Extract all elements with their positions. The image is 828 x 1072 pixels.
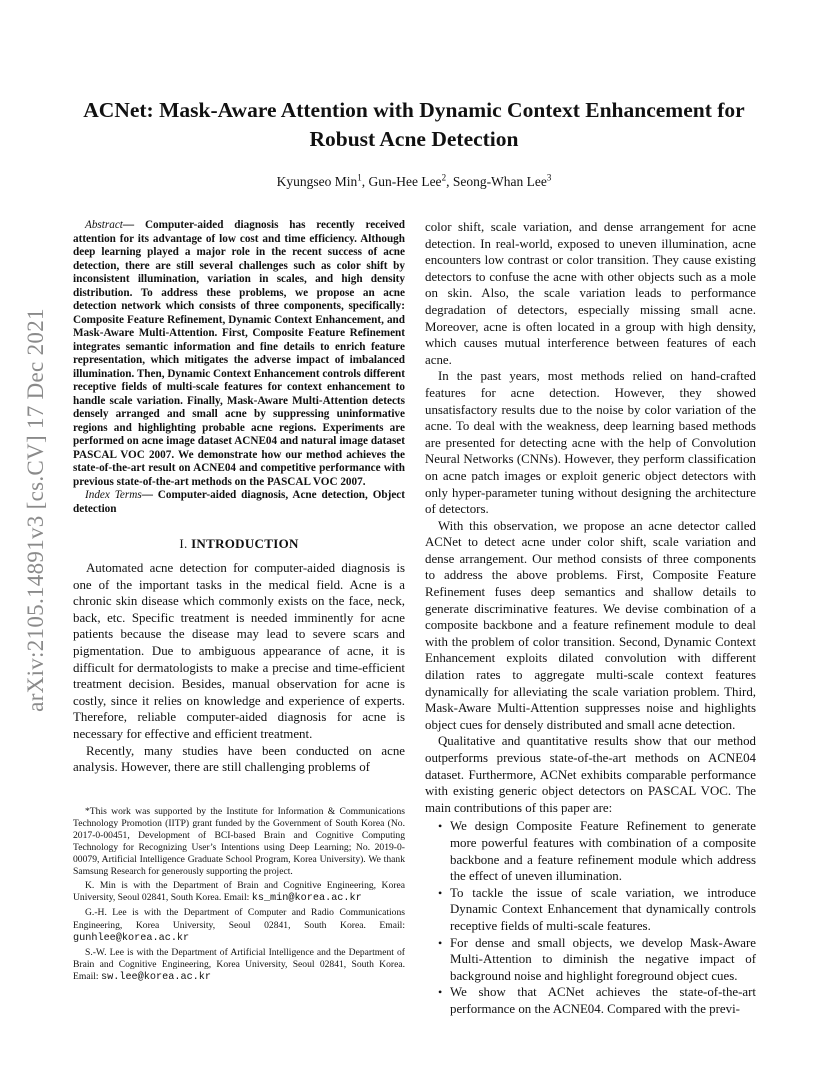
body-paragraph: Qualitative and quantitative results show that our method outperforms previous state-of-the-art methods on ACNE04 dataset. Furthermore, ACNet exhibits comparable performance with existing generic object detectors on PASCAL VOC. The main contributions of this paper are: xyxy=(425,734,756,815)
author-list xyxy=(60,172,768,190)
footnote-author: K. Min is with the Department of Brain and Cognitive Engineering, Korea University, Seoul 02841, South Korea. Email: ks_min@korea.ac.kr xyxy=(73,880,405,905)
author-email: ks_min@korea.ac.kr xyxy=(251,893,362,905)
index-terms-text: — Computer-aided diagnosis, Acne detection, Object detection xyxy=(73,489,405,515)
author-email: gunhlee@korea.ac.kr xyxy=(73,932,190,944)
bullet-icon: • xyxy=(438,819,443,834)
list-item: • We show that ACNet achieves the state-of-the-art performance on the ACNE04. Compared with the previ- xyxy=(438,985,756,1016)
section-heading xyxy=(73,536,405,552)
list-item: • We design Composite Feature Refinement to generate more powerful features with combination of a composite backbone and a feature refinement module which address the effect of uneven illumination. xyxy=(438,819,756,884)
abstract-text: — Computer-aided diagnosis has recently received attention for its advantage of low cost and time efficiency. Although deep learning played a major role in the recent success of acne detection, there are still several challenges such as color shift by inconsistent illumination, variation in scales, and high density distribution. To address these problems, we propose an acne detection network which consists of three components, specifically: Composite Feature Refinement, Dynamic Context Enhancement, and Mask-Aware Multi-Attention. First, Composite Feature Refinement integrates semantic information and fine details to enrich feature representation, which mitigates the adverse impact of imbalanced illumination. Then, Dynamic Context Enhancement controls different receptive fields of multi-scale features for context enhancement to handle scale variation. Finally, Mask-Aware Multi-Attention detects densely arranged and small acne by suppressing uninformative regions and highlighting probable acne regions. Experiments are performed on acne image dataset ACNE04 and natural image dataset PASCAL VOC 2007. We demonstrate how our method achieves the state-of-the-art result on ACNE04 and competitive performance with previous state-of-the-art methods on the PASCAL VOC 2007. xyxy=(73,219,405,488)
list-item: • To tackle the issue of scale variation, we introduce Dynamic Context Enhancement that dynamically controls receptive fields of multi-scale features. xyxy=(438,885,756,933)
author: Seong-Whan Lee$^3$ xyxy=(452,172,552,189)
footnote-funding: *This work was supported by the Institute for Information & Communications Technology Promotion (IITP) grant funded by the Government of South Korea (No. 2017-0-00451, Development of BCI-based Brain and Cognitive Computing Technology for Recognizing User’s Intentions using Deep Learning; No. 2019-0-00079, Artificial Intelligence Graduate School Program, Korea University). We thank Samsung Research for generously supporting the project. xyxy=(73,805,405,878)
right-column xyxy=(425,219,756,1018)
abstract-label: Abstract xyxy=(85,219,123,231)
list-item: • For dense and small objects, we develop Mask-Aware Multi-Attention to diminish the negative impact of background noise and highlight foreground object cues. xyxy=(438,935,756,983)
section-name: INTRODUCTION xyxy=(191,536,299,551)
footnote-author: S.-W. Lee is with the Department of Artificial Intelligence and the Department of Brain and Cognitive Engineering, Korea University, Seoul 02841, South Korea. Email: sw.lee@korea.ac.kr xyxy=(73,946,405,983)
body-paragraph: With this observation, we propose an acne detector called ACNet to detect acne under color shift, scale variation and dense arrangement. Our method consists of three components to address the above problems. First, Composite Feature Refinement fuses deep semantics and shallow details to generate discriminative features. We devise combination of a composite backbone and a feature refinement module to deal with the problem of color transition. Second, Dynamic Context Enhancement exploits dilated convolution with different dilation rates to aggregate multi-scale context features dynamically for alleviating the scale variation problem. Third, Mask-Aware Multi-Attention suppresses noise and highlights object cues for densely distributed and small acne detection. xyxy=(425,518,756,732)
section-number: I. xyxy=(179,536,188,551)
author: Gun-Hee Lee$^2$, xyxy=(368,172,453,189)
body-paragraph: Recently, many studies have been conducted on acne analysis. However, there are still challenging problems of xyxy=(73,743,405,775)
left-column xyxy=(73,219,405,984)
bullet-icon: • xyxy=(438,985,443,1000)
bullet-icon: • xyxy=(438,935,443,950)
contributions-list xyxy=(425,818,756,1017)
body-paragraph: color shift, scale variation, and dense arrangement for acne detection. In real-world, exposed to uneven illumination, acne encounters low contrast or color transition. They cause existing detectors to confuse the acne with other objects such as a mole on skin. Also, the scale variation leads to performance degradation of detectors, especially missing small acne. Moreover, acne is often located in a group with high density, which causes mutual interference between features of each acne. xyxy=(425,220,756,367)
paper-title: ACNet: Mask-Aware Attention with Dynamic Context Enhancement for Robust Acne Detection xyxy=(83,98,745,151)
author-email: sw.lee@korea.ac.kr xyxy=(100,971,212,983)
arxiv-watermark xyxy=(14,290,58,730)
abstract xyxy=(73,219,405,489)
index-terms-label: Index Terms xyxy=(85,489,142,501)
bullet-icon: • xyxy=(438,885,443,900)
index-terms xyxy=(73,489,405,516)
body-paragraph: Automated acne detection for computer-aided diagnosis is one of the important tasks in the medical field. Acne is a chronic skin disease which commonly exists on the face, neck, back, etc. Specific treatment is needed imminently for acne patients because the disease may lead to severe scars and pigmentation. Due to ambiguous appearance of acne, it is difficult for dermatologists to make a precise and time-efficient treatment decision. Besides, manual observation for acne is costly, since it relies on knowledge and experience of experts. Therefore, reliable computer-aided diagnosis for acne is necessary for effective and efficient treatment. xyxy=(73,561,405,741)
footnote-author: G.-H. Lee is with the Department of Computer and Radio Communications Engineering, Korea University, Seoul 02841, South Korea. Email: gunhlee@korea.ac.kr xyxy=(73,907,405,944)
author: Kyungseo Min$^1$, xyxy=(276,172,369,189)
body-paragraph: In the past years, most methods relied on hand-crafted features for acne detection. However, they showed unsatisfactory results due to the noise by color variation of the acne. To deal with the weakness, deep learning based methods are presented for detecting acne with the help of Convolution Neural Networks (CNNs). However, they perform classification on acne patch images or exploit generic object detectors with only hyper-parameter tuning without designing the architecture of detectors. xyxy=(425,369,756,517)
arxiv-id: arXiv:2105.14891v3 [cs.CV] 17 Dec 2021 xyxy=(23,308,48,712)
